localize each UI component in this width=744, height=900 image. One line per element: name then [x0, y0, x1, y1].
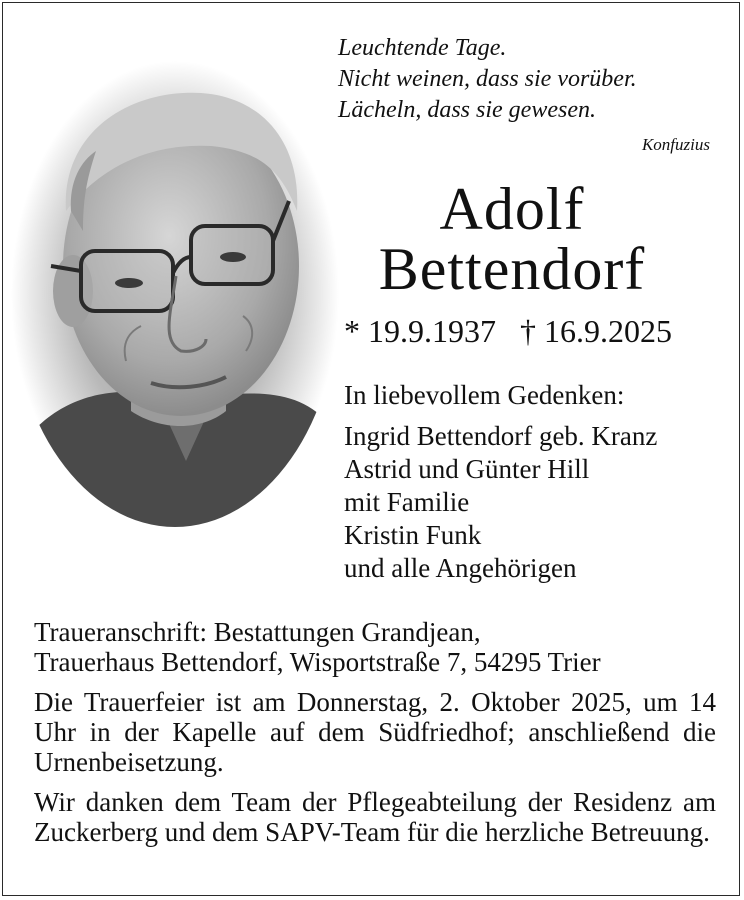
deceased-name — [319, 176, 705, 302]
portrait-photo — [11, 61, 339, 527]
mourner-line: und alle Angehörigen — [344, 553, 577, 583]
life-dates — [344, 313, 704, 349]
quote-line: Leuchtende Tage. — [338, 35, 507, 61]
first-name: Adolf — [439, 176, 585, 242]
death-date: † 16.9.2025 — [520, 313, 672, 349]
address-line: Trauerhaus Bettendorf, Wisportstraße 7, 54295 Trier — [34, 647, 601, 677]
address-line: Traueranschrift: Bestattungen Grandjean, — [34, 617, 481, 647]
quote-line: Nicht weinen, dass sie vorüber. — [338, 66, 637, 92]
obituary-notice — [2, 2, 740, 896]
quote-author: Konfuzius — [641, 135, 710, 154]
mourner-line: mit Familie — [344, 487, 470, 517]
ceremony-info: Die Trauerfeier ist am Donnerstag, 2. Oktober 2025, um 14 Uhr in der Kapelle auf dem Südfriedhof; anschließend die Urnenbeisetzung. — [34, 687, 716, 777]
birth-date: * 19.9.1937 — [344, 313, 496, 349]
quote-line: Lächeln, dass sie gewesen. — [338, 97, 596, 123]
thanks-note: Wir danken dem Team der Pflegeabteilung der Residenz am Zuckerberg und dem SAPV-Team für die herzliche Betreuung. — [34, 787, 716, 847]
mourner-line: Astrid und Günter Hill — [344, 454, 590, 484]
last-name: Bettendorf — [378, 236, 646, 302]
footer-text — [34, 617, 716, 847]
mourners-list — [344, 379, 724, 585]
mourner-line: Kristin Funk — [344, 520, 482, 550]
memorial-intro: In liebevollem Gedenken: — [344, 380, 625, 410]
quote-block — [338, 33, 710, 154]
mourner-line: Ingrid Bettendorf geb. Kranz — [344, 421, 658, 451]
